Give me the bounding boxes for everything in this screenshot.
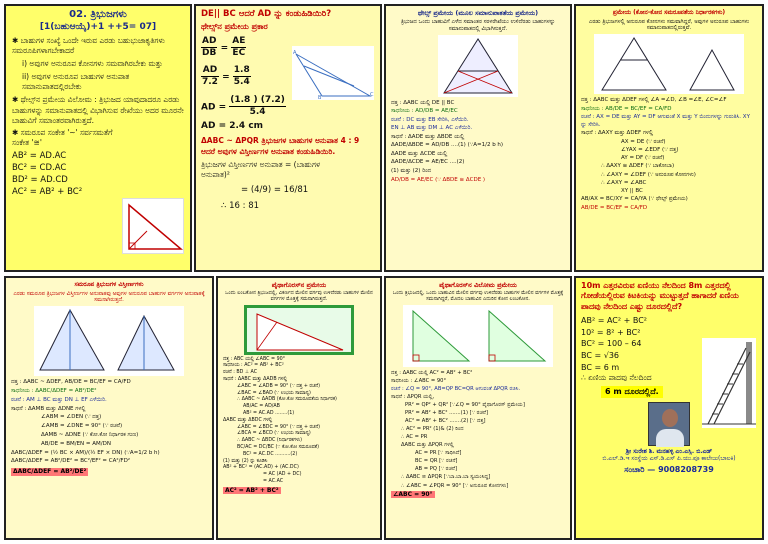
panel-aa-similarity: [574, 4, 764, 272]
eq-4: BC = √36: [581, 350, 619, 360]
proof-lines: ದತ್ತ : ΔABC ಮತ್ತು ΔDEF ಗಳಲ್ಲಿ ∠A =∠D, ∠B =∠E, ∠C=∠F ಸಾಧನೀಯ : AB/DE = BC/EF = CA/FD ರಚನೆ : AX = DE ಮತ್ತು AY = DF ಆಗುವಂತೆ X ಮತ್ತು Y ಬಿಂದುಗಳನ್ನು ಗುರುತಿಸಿ. XY ನ್ನು ಸೇರಿಸಿ. ಸಾಧನೆ : ΔAXY ಮತ್ತು ΔDEF ಗಳಲ್ಲಿ AX = DE (∵ ರಚನೆ) ∠YAX = ∠EDF (∵ ದತ್ತ) AY = DF (∵ ರಚನೆ) ∴ ΔAXY ≅ ΔDEF (∵ ಬಾಕೋಬಾ) ∴ ∠AXY = ∠DEF (∵ ಅನುರೂಪ ಕೋನಗಳು) ∴ ∠AXY = ∠ABC XY || BC AB/AX = BC/XY = CA/YA (∵ ಥೇಲ್ಸ್ ಪ್ರಮೇಯ) AB/DE = BC/EF = CA/FD: [581, 97, 750, 211]
area-answer: ΔABC/ΔDEF = AB²/DE²: [13, 468, 87, 476]
theorem-statement: ಎರಡು ತ್ರಿಭುಜಗಳಲ್ಲಿ ಅನುರೂಪ ಕೋನಗಳು ಸಮವಾಗಿದ್ದರೆ, ಅವುಗಳ ಅನುರೂಪ ಬಾಹುಗಳು ಸಮಾನುಪಾತದಲ್ಲಿರುತ್ತವೆ.: [588, 18, 750, 32]
answer-ad: AD = 2.4 cm: [201, 121, 264, 132]
ladder-figure: [702, 338, 756, 428]
panel-thales-theorem: [384, 4, 572, 272]
author-name: ಶ್ರೀ ಸುರೇಶ ಶಿ. ಮನಹಳ್ಳಿ ಎಂ.ಎಸ್ಸಿ. ಬಿ.ಎಡ್: [625, 447, 713, 455]
theorem-statement: ಒಂದು ತ್ರಿಭುಜದಲ್ಲಿ, ಒಂದು ಬಾಹುವಿನ ಮೇಲಿನ ವರ್ಗವು ಉಳಿದೆರಡು ಬಾಹುಗಳ ಮೇಲಿನ ವರ್ಗಗಳ ಮೊತ್ತಕ್ಕೆ ಸಮನಾಗಿದ್ದರೆ, ಮೊದಲ ಬಾಹುವಿನ ಎದುರಿನ ಕೋನ ಲಂಬಕೋನ.: [392, 290, 564, 303]
avatar-head: [662, 409, 678, 427]
symbol-note: ✱ ಸಮರೂಪ ಸಂಕೇತ '~' ಸರ್ವಸಮತೆಗೆ ಸಂಕೇತ '≅': [12, 127, 113, 147]
panel-thales-example: [194, 4, 382, 272]
question-sub: ಥೇಲ್ಸ್‌ನ ಪ್ರಮೇಯ ಪ್ರಕಾರ: [201, 21, 268, 31]
converse-answer: ∠ABC = 90°: [393, 490, 433, 498]
condition-1: i) ಅವುಗಳ ಅನುರೂಪ ಕೋನಗಳು ಸಮವಾಗಿರಬೇಕು ಮತ್ತು: [22, 59, 163, 68]
ladder-conclusion: ∴ ಏಣಿಯ ಪಾದವು ನೆಲದಿಂದ: [581, 373, 652, 383]
proof-lines: ದತ್ತ : ABC ಯಲ್ಲಿ ∠ABC = 90° ಸಾಧನೀಯ : AC² = AB² + BC² ರಚನೆ : BD ⊥ AC ಸಾಧನೆ : ΔABC ಮತ್ತು ΔADB ಗಳಲ್ಲಿ ∠ABC = ∠ADB = 90° (∵ ದತ್ತ + ರಚನೆ) ∠BAC = ∠BAD (∵ ಉಭಯ ಸಾಮಾನ್ಯ) ∴ ΔABC ~ ΔADB (ಕೋ.ಕೋ ಸಮರೂಪತೆಯ ನಿರ್ಧಾರಕ) AB/AC = AD/AB AB² = AC.AD ........(1) ΔABC ಮತ್ತು ΔBDC ಗಳಲ್ಲಿ ∠ABC = ∠BDC = 90° (∵ ದತ್ತ + ರಚನೆ) ∠BCA = ∠BCD (∵ ಉಭಯ ಸಾಮಾನ್ಯ) ∴ ΔABC ~ ΔBDC (ನಿರ್ಧಾರಕಗಳು) BC/AC = DC/BC (∵ ಕೋ.ಕೋ ಸಮರೂಪತೆ) BC² = AC.DC ..........(2) (1) ಮತ್ತು (2) ನ್ನು ಕೂಡಿಸಿ AB² + BC² = (AC.AD) + (AC.DC) = AC (AD + DC) = AC.AC: [223, 356, 337, 484]
area-question: ΔABC ~ ΔPQR ತ್ರಿಭುಜಗಳ ಬಾಹುಗಳ ಅನುಪಾತ 4 : 9 ಆದರೆ ಅವುಗಳ ವಿಸ್ತೀರ್ಣಗಳ ಅನುಪಾತ ಕಂಡುಹಿಡಿಯಿರಿ.: [201, 136, 360, 156]
proof-lines: ದತ್ತ : ΔABC ಯಲ್ಲಿ DE || BC ಸಾಧನೀಯ : AD/DB = AE/EC ರಚನೆ : DC ಮತ್ತು EB ಸೇರಿಸಿ, ಎಳೆಯಿರಿ. EN ⊥ AB ಮತ್ತು DM ⊥ AC ಎಳೆಯಿರಿ. ಸಾಧನೆ : ΔADE ಮತ್ತು ΔBDE ಯಲ್ಲಿ ΔADE/ΔBDE = AD/DB ....(1) (∵A=1/2 b h) ΔADE ಮತ್ತು ΔCDE ಯಲ್ಲಿ ΔADE/ΔCDE = AE/EC ....(2) (1) ಮತ್ತು (2) ರಿಂದ AD/DB = AE/EC (∵ ΔBDE ≅ ΔCDE ): [391, 99, 504, 183]
panel-triangles-intro: [4, 4, 192, 272]
ratio-1: $\frac{AD}{DB}$ = $\frac{AE}{EC}$: [202, 35, 246, 58]
theorem-statement: ಒಂದು ಲಂಬಕೋನ ತ್ರಿಭುಜದಲ್ಲಿ, ವಿಕರ್ಣದ ಮೇಲಿನ ವರ್ಗವು ಉಳಿದೆರಡು ಬಾಹುಗಳ ಮೇಲಿನ ವರ್ಗಗಳ ಮೊತ್ತಕ್ಕೆ ಸಮನಾಗಿರುತ್ತದೆ.: [225, 290, 373, 303]
ladder-answer: 6 m ದೂರದಲ್ಲಿದೆ.: [601, 386, 663, 398]
question-title: DE|| BC ಆದರೆ AD ನ್ನು ಕಂಡುಹಿಡಿಯಿರಿ?: [201, 9, 332, 19]
panel-title: ಪೈಥಾಗೊರಸ್‌ನ ವಿಲೋಮ ಪ್ರಮೇಯ: [439, 281, 517, 289]
similarity-definition: ✱ ಬಾಹುಗಳ ಸಂಖ್ಯೆ ಒಂದೇ ಇರುವ ಎರಡು ಬಹುಭುಜಾಕೃತಿಗಳು ಸಮರೂಪಿಗಳಾಗಬೇಕಾದರೆ: [12, 35, 165, 55]
area-rule: ತ್ರಿಭುಜಗಳ ವಿಸ್ತೀರ್ಣಗಳ ಅನುಪಾತ = (ಬಾಹುಗಳ ಅನುಪಾತ)²: [201, 159, 321, 179]
thales-converse: ✱ ಥೇಲ್ಸ್‌ನ ಪ್ರಮೇಯ ವಿಲೋಮ : ತ್ರಿಭುಜದ ಯಾವುದಾದರೂ ಎರಡು ಬಾಹುಗಳನ್ನು ಸಮಾನುಪಾತದಲ್ಲಿ ವಿಭಾಗಿಸುವ ರೇಖೆಯು ಅದರ ಮೂರನೇ ಬಾಹುವಿಗೆ ಸಮಾಂತರವಾಗಿರುತ್ತದೆ.: [12, 95, 184, 125]
condition-2: ii) ಅವುಗಳ ಅನುರೂಪ ಬಾಹುಗಳ ಅನುಪಾತ ಸಮಾನುಪಾತದಲ್ಲಿರಬೇಕು: [22, 72, 130, 92]
panel-subtitle: [1(ಬಹುಆಯ್ಕೆ)+1 ++5= 07]: [39, 21, 157, 32]
proof-lines: ದತ್ತ : ΔABC ~ ΔDEF, AB/DE = BC/EF = CA/FD ಸಾಧನೀಯ : ΔABC/ΔDEF = AB²/DE² ರಚನೆ : AM ⊥ BC ಮತ್ತು DN ⊥ EF ಎಳೆಯಿರಿ. ಸಾಧನೆ : ΔAMB ಮತ್ತು ΔDNE ಗಳಲ್ಲಿ ∠ABM = ∠DEN (∵ ದತ್ತ) ∠AMB = ∠DNE = 90° (∵ ರಚನೆ) ΔAMB ~ ΔDNE (∵ ಕೋ.ಕೋ ನಿರ್ಧಾರಕ ಗುಣ) AB/DE = BM/EN = AM/DN ΔABC/ΔDEF = (½ BC × AM)/(½ EF × DN) (∵A=1/2 b h) ΔABC/ΔDEF = AB²/DE² = BC²/EF² = CA²/FD²: [11, 379, 160, 465]
svg-text:C: C: [370, 92, 374, 98]
area-result: = (4/9) = 16/81: [241, 184, 309, 195]
ratio-3: AD = $\frac{(1.8 ) (7.2)}{5.4}$: [201, 94, 285, 117]
svg-text:B: B: [318, 95, 322, 100]
ratio-2: $\frac{AD}{7.2}$ = $\frac{1.8}{5.4}$: [202, 65, 250, 88]
ladder-question: 10m ಎತ್ತರವಿರುವ ಏಣಿಯು ನೆಲದಿಂದ 8m ಎತ್ತರದಲ್ಲಿ ಗೋಡೆಯಲ್ಲಿರುವ ಕಿಟಕಿಯನ್ನು ಮುಟ್ಟುತ್ತದೆ ಹಾಗಾದರೆ ಏಣಿಯ ಪಾದವು ನೆಲದಿಂದ ಎಷ್ಟು ದೂರದಲ್ಲಿದೆ?: [581, 281, 739, 311]
panel-title: 02. ತ್ರಿಭುಜಗಳು: [69, 9, 127, 20]
thales-figure: [438, 35, 518, 97]
author-phone: ಸಂಚಾರಿ — 9008208739: [624, 464, 714, 474]
proof-lines: ದತ್ತ : ΔABC ಯಲ್ಲಿ AC² = AB² + BC² ಸಾಧನೀಯ : ∠ABC = 90° ರಚನೆ : ∠Q = 90°, AB=QP BC=QR ಆಗುವಂತೆ ΔPQR ರಚಿಸಿ. ಸಾಧನೆ : ΔPQR ಯಲ್ಲಿ, PR² = QP² + QR² [∵∠Q = 90° ಪೈಥಾಗೊರಸ್ ಪ್ರಮೇಯ] PR² = AB² + BC² .......(1) [∵ ರಚನೆ] AC² = AB² + BC² .......(2) [∵ ದತ್ತ] ∴ AC² = PR² (1)& (2) ರಿಂದ ∴ AC = PR ΔABC ಮತ್ತು ΔPQR ಗಳಲ್ಲಿ AC = PR [∵ ಸಾಧಿಸಿದೆ] BC = QR [∵ ರಚನೆ] AB = PQ [∵ ರಚನೆ] ∴ ΔABC ≅ ΔPQR [∵ಬಾ.ಬಾ.ಬಾ ಸ್ವಯಂಸಿದ್ಧ] ∴ ∠ABC = ∠PQR = 90° [∵ ಅನುರೂಪ ಕೋನಗಳು]: [391, 369, 525, 489]
svg-text:A: A: [293, 50, 297, 56]
eq-3: BD² = AD.CD: [12, 174, 68, 185]
panel-title: ಸಮರೂಪ ತ್ರಿಭುಜಗಳ ವಿಸ್ತೀರ್ಣಗಳು: [74, 281, 144, 288]
eq-1: AB² = AC² + BC²: [581, 316, 648, 326]
eq-2: BC² = CD.AC: [12, 162, 67, 173]
relations-list: [12, 151, 184, 199]
right-triangle-figure: [122, 198, 184, 254]
aa-figure: [594, 34, 744, 94]
panel-title: ಪೈಥಾಗೊರಸ್‌ನ ಪ್ರಮೇಯ: [271, 281, 327, 289]
panel-title: ಥೇಲ್ಸ್‌ ಪ್ರಮೇಯ (ಮೂಲ ಸಮಾನುಪಾತತೆಯ ಪ್ರಮೇಯ): [417, 9, 539, 17]
pythagoras-figure: [244, 305, 354, 355]
panel-area-similar: [4, 276, 214, 540]
converse-figure: [403, 305, 553, 367]
eq-4: AC² = AB² + BC²: [12, 186, 83, 197]
author-photo: [648, 402, 690, 446]
panel-pythagoras-converse: [384, 276, 572, 540]
thales-triangle-figure: [292, 46, 374, 100]
panel-pythagoras: [216, 276, 382, 540]
eq-1: AB² = AD.AC: [12, 151, 67, 161]
theorem-statement: ಎರಡು ಸಮರೂಪ ತ್ರಿಭುಜಗಳ ವಿಸ್ತೀರ್ಣಗಳ ಅನುಪಾತವು ಅವುಗಳ ಅನುರೂಪ ಬಾಹುಗಳ ವರ್ಗಗಳ ಅನುಪಾತಕ್ಕೆ ಸಮನಾಗಿರುತ್ತದೆ.: [13, 290, 205, 304]
eq-5: BC = 6 m: [581, 362, 620, 372]
eq-2: 10² = 8² + BC²: [581, 327, 641, 337]
area-final: ∴ 16 : 81: [221, 200, 260, 211]
panel-ladder-problem: [574, 276, 764, 540]
panel-title: ಪ್ರಮೇಯ (ಕೋನ-ಕೋನ ಸಮರೂಪತೆಯ ನಿರ್ಧಾರಕಗಳು): [612, 9, 726, 16]
area-figure: [34, 306, 184, 376]
eq-3: BC² = 100 – 64: [581, 339, 642, 349]
avatar-body: [656, 429, 684, 447]
theorem-statement: ತ್ರಿಭುಜದ ಒಂದು ಬಾಹುವಿಗೆ ಎಳೆದ ಸಮಾಂತರ ಸರಳರೇಖೆಯು ಉಳಿದೆರಡು ಬಾಹುಗಳನ್ನು ಸಮಾನುಪಾತದಲ್ಲಿ ವಿಭಾಗಿಸುತ್ತದೆ.: [400, 19, 556, 32]
author-school: ಬಿ.ಎಲ್.ಡಿ.ಇ ಸಂಸ್ಥೆಯ ಎಸ್.ಡಿ.ಎಸ್ ಪಿ.ಯು.ಪೂ ಕಾಲೇಜು(ಬಾಲಕಿ): [602, 455, 736, 463]
pythagoras-answer: AC² = AB² + BC²: [225, 486, 279, 494]
